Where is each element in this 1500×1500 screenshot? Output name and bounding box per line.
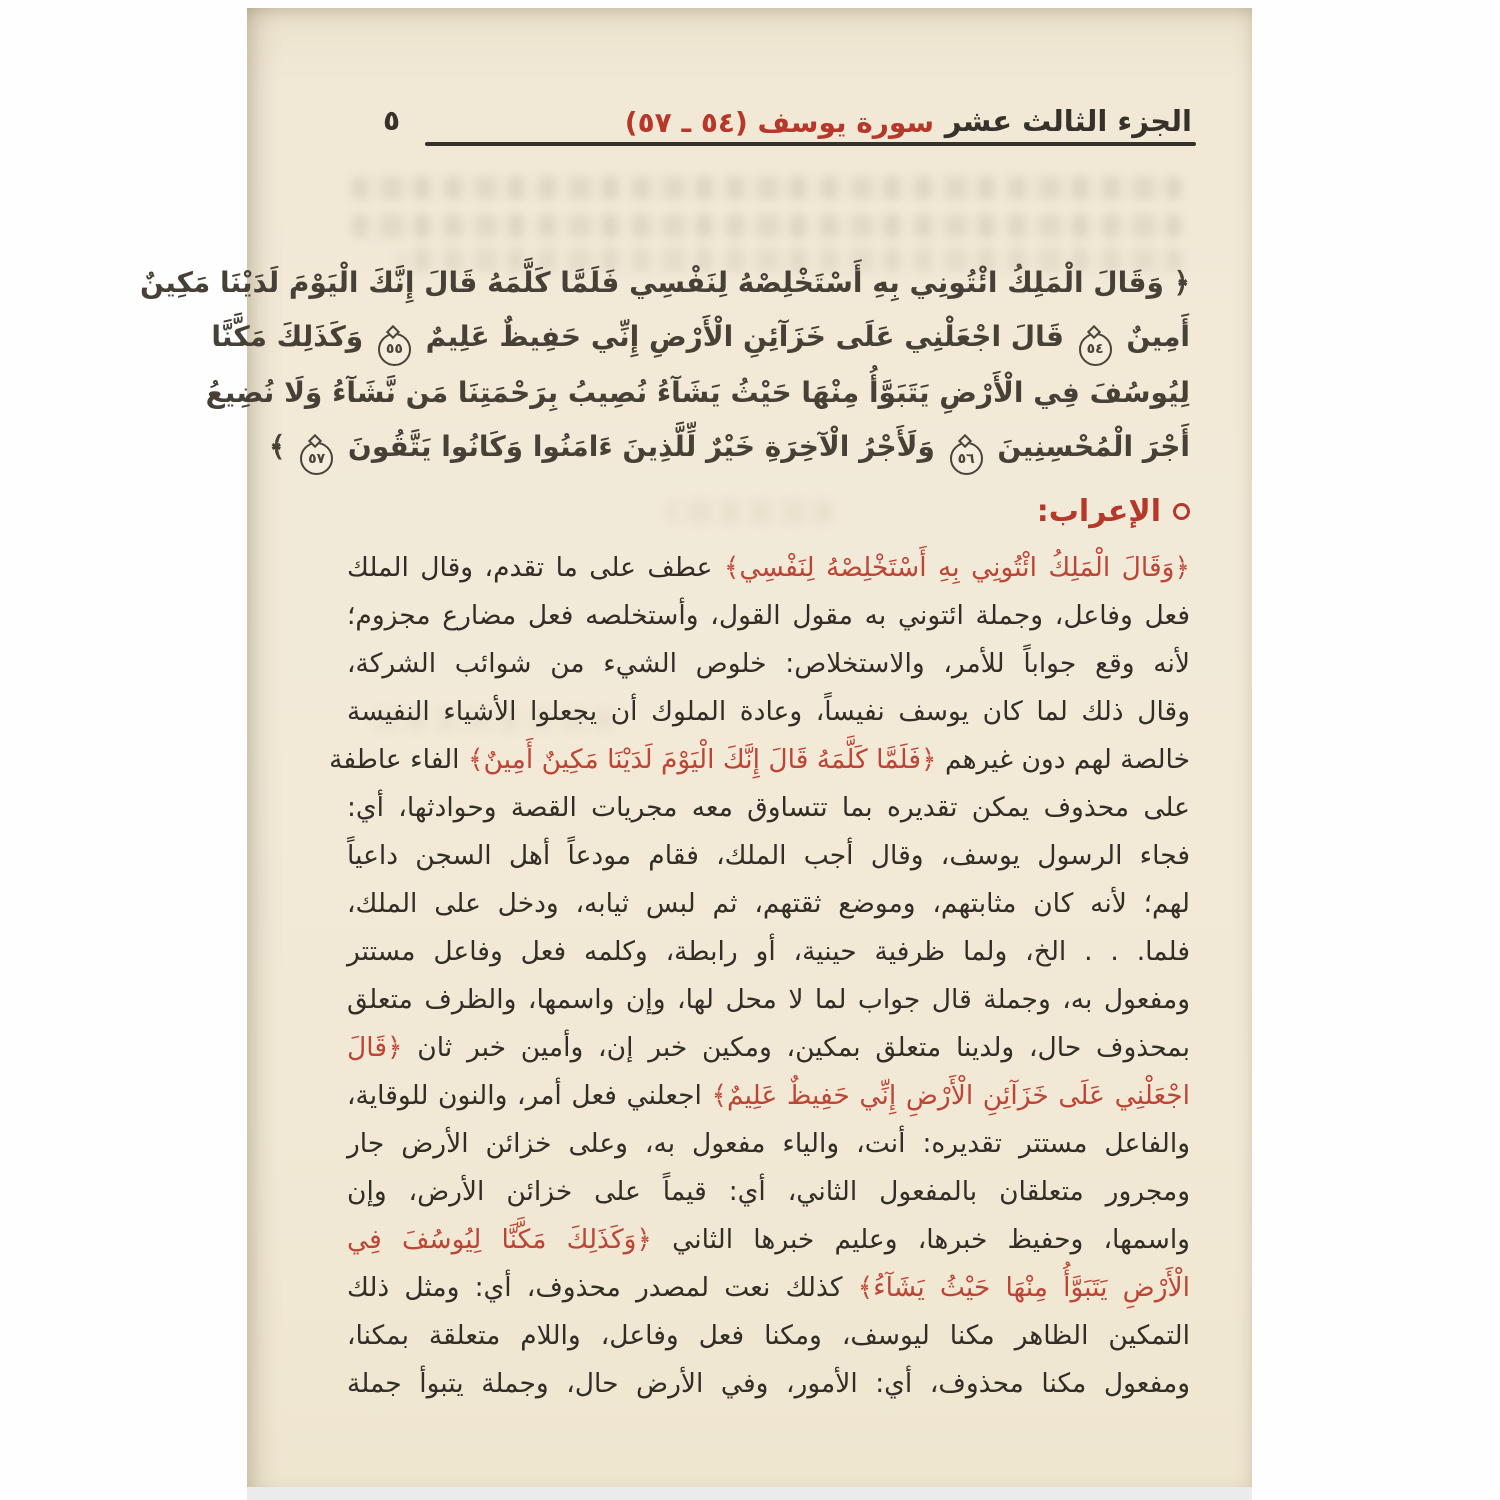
commentary-text: خالصة لهم دون غيرهم	[936, 744, 1190, 775]
verse-line	[269, 420, 1190, 476]
bleed-through-text	[351, 176, 1182, 200]
commentary-text: ومفعول به، وجملة قال جواب لما لا محل لها، وإن واسمها، والظرف متعلق	[347, 984, 1190, 1015]
aya-end-marker: ٥٤	[1079, 333, 1112, 366]
verse-text: أَجْرَ الْمُحْسِنِينَ	[987, 429, 1190, 463]
inline-quran-quote: اجْعَلْنِي عَلَى خَزَآئِنِ الْأَرْضِ إِنِّي حَفِيظٌ عَلِيمٌ﴾	[711, 1080, 1190, 1111]
aya-end-marker: ٥٦	[950, 442, 983, 475]
commentary-text: الفاء عاطفة	[329, 744, 468, 775]
commentary-line	[347, 976, 1190, 1024]
verse-text: لِيُوسُفَ فِي الْأَرْضِ يَتَبَوَّأُ مِنْهَا حَيْثُ يَشَآءُ نُصِيبُ بِرَحْمَتِنَا مَن نَّشَآءُ وَلَا نُضِيعُ	[205, 375, 1190, 409]
commentary-text: واسمها، وحفيظ خبرها، وعليم خبرها الثاني	[651, 1224, 1190, 1255]
commentary-text: كذلك نعت لمصدر محذوف، أي: ومثل ذلك	[347, 1272, 858, 1303]
commentary-text: ومجرور متعلقان بالمفعول الثاني، أي: قيماً على خزائن الأرض، وإن	[347, 1176, 1190, 1207]
commentary-line	[347, 832, 1190, 880]
inline-quran-quote: الْأَرْضِ يَتَبَوَّأُ مِنْهَا حَيْثُ يَشَآءُ﴾	[857, 1272, 1190, 1303]
aya-end-marker: ٥٧	[300, 442, 333, 475]
commentary-line	[347, 1072, 1190, 1120]
commentary-line	[347, 784, 1190, 832]
commentary-line	[329, 736, 1190, 784]
header-juz-title: الجزء الثالث عشر	[944, 104, 1192, 138]
commentary-line	[347, 1024, 1190, 1072]
inline-quran-quote: ﴿وَقَالَ الْمَلِكُ ائْتُونِي بِهِ أَسْتَخْلِصْهُ لِنَفْسِي﴾	[723, 552, 1190, 583]
commentary-line	[347, 880, 1190, 928]
inline-quran-quote: ﴿قَالَ	[347, 1032, 403, 1063]
commentary-text: ومفعول مكنا محذوف، أي: الأمور، وفي الأرض حال، وجملة يتبوأ جملة	[347, 1368, 1190, 1399]
section-heading	[1037, 494, 1190, 529]
commentary-text: فلما. . . الخ، ولما ظرفية حينية، أو رابطة، وكلمه فعل وفاعل مستتر	[347, 936, 1190, 967]
commentary-text: بمحذوف حال، ولدينا متعلق بمكين، ومكين خبر إن، وأمين خبر ثان	[402, 1032, 1190, 1063]
commentary-line	[347, 1120, 1190, 1168]
commentary-text: اجعلني فعل أمر، والنون للوقاية،	[347, 1080, 712, 1111]
verse-line	[140, 256, 1190, 310]
section-heading-label: الإعراب:	[1036, 494, 1161, 529]
commentary-line	[347, 544, 1190, 592]
inline-quran-quote: ﴿وَكَذَلِكَ مَكَّنَّا لِيُوسُفَ فِي	[347, 1224, 652, 1255]
commentary-line	[347, 688, 1190, 736]
commentary-text: لهم؛ لأنه كان مثابتهم، وموضع ثقتهم، ثم لبس ثيابه، ودخل على الملك،	[347, 888, 1190, 919]
verse-text: قَالَ اجْعَلْنِي عَلَى خَزَآئِنِ الْأَرْضِ إِنِّي حَفِيظٌ عَلِيمٌ	[415, 320, 1074, 353]
bleed-through-text	[667, 500, 832, 524]
commentary-text: على محذوف يمكن تقديره بما تتساوق معه مجريات القصة وحوادثها، أي:	[347, 792, 1190, 823]
verse-text: ﴿ وَقَالَ الْمَلِكُ ائْتُونِي بِهِ أَسْتَخْلِصْهُ لِنَفْسِي فَلَمَّا كَلَّمَهُ قَالَ إِنَّكَ الْيَوْمَ لَدَيْنَا مَكِينٌ	[140, 266, 1190, 299]
verse-text: ﴾	[269, 429, 296, 463]
verse-line	[205, 366, 1190, 420]
verse-text: وَلَأَجْرُ الْآخِرَةِ خَيْرٌ لِّلَّذِينَ ءَامَنُوا وَكَانُوا يَتَّقُونَ	[338, 429, 945, 463]
header-divider	[425, 142, 1196, 146]
quran-verse-block	[140, 256, 1190, 475]
header-page-number: ٥	[383, 104, 401, 137]
commentary-text: لأنه وقع جواباً للأمر، والاستخلاص: خلوص الشيء من شوائب الشركة،	[347, 648, 1190, 679]
verse-line	[211, 310, 1190, 366]
commentary-line	[347, 592, 1190, 640]
header-surah-title: سورة يوسف (٥٤ ـ ٥٧)	[624, 106, 934, 139]
commentary-text: عطف على ما تقدم، وقال الملك	[347, 552, 724, 583]
section-bullet-circle-icon	[1173, 503, 1190, 520]
commentary-line	[347, 640, 1190, 688]
aya-end-marker: ٥٥	[378, 333, 411, 366]
verse-text: وَكَذَلِكَ مَكَّنَّا	[211, 320, 373, 353]
book-page	[140, 8, 1252, 1487]
inline-quran-quote: ﴿فَلَمَّا كَلَّمَهُ قَالَ إِنَّكَ الْيَوْمَ لَدَيْنَا مَكِينٌ أَمِينٌ﴾	[467, 744, 937, 775]
scan-bottom-edge	[247, 1487, 1252, 1500]
commentary-line	[347, 1360, 1190, 1408]
commentary-text: والفاعل مستتر تقديره: أنت، والياء مفعول به، وعلى خزائن الأرض جار	[347, 1128, 1190, 1159]
commentary-text: فعل وفاعل، وجملة ائتوني به مقول القول، وأستخلصه فعل مضارع مجزوم؛	[347, 600, 1190, 631]
commentary-text: فجاء الرسول يوسف، وقال أجب الملك، فقام مودعاً أهل السجن داعياً	[347, 840, 1190, 871]
commentary-line	[347, 1264, 1190, 1312]
commentary-line	[347, 928, 1190, 976]
commentary-line	[347, 1312, 1190, 1360]
irab-commentary-block	[329, 544, 1190, 1408]
verse-text: أَمِينٌ	[1116, 320, 1190, 353]
bleed-through-text	[351, 214, 1182, 238]
commentary-text: وقال ذلك لما كان يوسف نفيساً، وعادة الملوك أن يجعلوا الأشياء النفيسة	[347, 696, 1190, 727]
commentary-line	[347, 1168, 1190, 1216]
commentary-line	[347, 1216, 1190, 1264]
commentary-text: التمكين الظاهر مكنا ليوسف، ومكنا فعل وفاعل، واللام متعلقة بمكنا،	[347, 1320, 1190, 1351]
